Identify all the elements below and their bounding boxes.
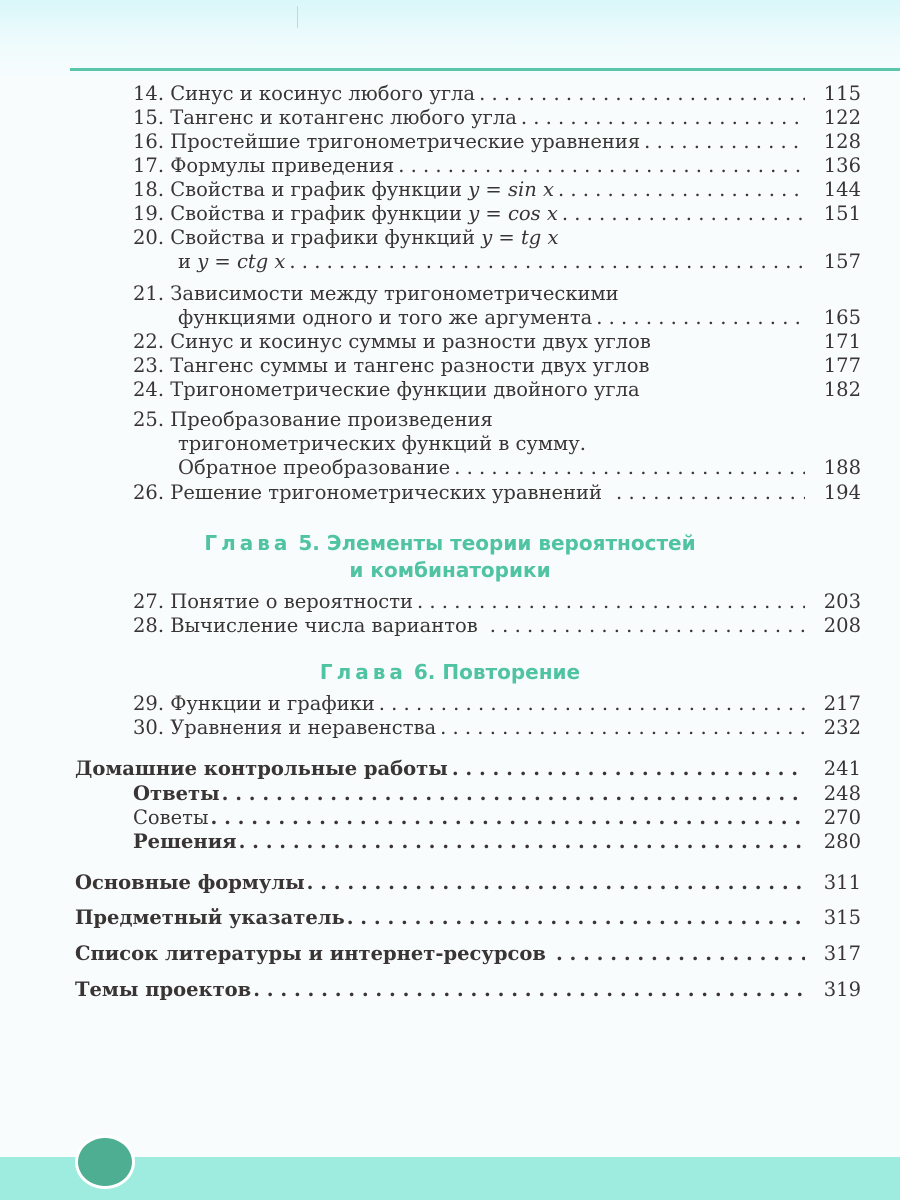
leader-dots: [490, 614, 805, 638]
section-title: Домашние контрольные работы: [75, 757, 448, 780]
section-title: Тангенс суммы и тангенс разности двух углов: [170, 354, 650, 377]
page-number: 177: [823, 354, 861, 377]
page-number: 188: [823, 456, 861, 479]
leader-dots: [253, 978, 805, 1002]
page-number: 122: [823, 106, 861, 129]
leader-dots: [558, 178, 805, 202]
chapter-5-heading-line2: [0, 557, 900, 583]
section-title: Синус и косинус любого угла: [170, 82, 476, 105]
section-title-cont: Обратное преобразование: [178, 456, 451, 479]
leader-dots: [379, 692, 805, 716]
formula: y = tg x: [481, 226, 559, 249]
page-number-dot: [75, 1135, 135, 1189]
toc-entry-answers[interactable]: [133, 782, 861, 806]
page-number: 208: [823, 614, 861, 637]
toc-entry-27[interactable]: [133, 590, 861, 614]
leader-dots: [289, 250, 805, 274]
toc-entry-22[interactable]: [133, 330, 861, 354]
toc-entry-21[interactable]: [133, 282, 861, 306]
page-number: 241: [823, 757, 861, 780]
section-title: Тригонометрические функции двойного угла: [170, 378, 640, 401]
page-number: 115: [823, 82, 861, 105]
section-title: Свойства и график функции: [170, 178, 462, 201]
page-number: 194: [823, 481, 861, 504]
section-title: Темы проектов: [75, 978, 252, 1001]
chapter-6-heading[interactable]: [0, 659, 900, 685]
toc-entry-projects[interactable]: [75, 978, 861, 1002]
section-number: 29.: [133, 692, 165, 715]
section-title: Основные формулы: [75, 871, 305, 894]
section-number: 25.: [133, 408, 165, 431]
page-number: 311: [823, 871, 861, 894]
chapter-title: Повторение: [442, 660, 581, 684]
toc-entry-home-tests[interactable]: [75, 757, 861, 781]
leader-dots: [562, 202, 805, 226]
section-title: Понятие о вероятности: [170, 590, 413, 613]
page-number: 151: [823, 202, 861, 225]
section-title: Предметный указатель: [75, 906, 345, 929]
chapter-number: 6.: [413, 660, 436, 684]
toc-entry-20-cont[interactable]: [178, 250, 861, 274]
toc-entry-literature[interactable]: [75, 942, 861, 966]
section-number: 28.: [133, 614, 165, 637]
section-title: Решение тригонометрических уравнений: [170, 481, 603, 504]
section-number: 14.: [133, 82, 165, 105]
formula: y = ctg x: [197, 250, 286, 273]
page-number: 315: [823, 906, 861, 929]
toc-entry-18[interactable]: [133, 178, 861, 202]
page-number: 280: [823, 830, 861, 853]
section-number: 19.: [133, 202, 165, 225]
toc-entry-17[interactable]: [133, 154, 861, 178]
section-title: Зависимости между тригонометрическими: [170, 282, 619, 305]
toc-entry-solutions[interactable]: [133, 830, 861, 854]
toc-entry-28[interactable]: [133, 614, 861, 638]
section-number: 30.: [133, 716, 165, 739]
chapter-title-cont: и комбинаторики: [349, 558, 551, 582]
page-number: 270: [823, 806, 861, 829]
chapter-number: 5.: [298, 531, 320, 555]
toc-entry-formulas[interactable]: [75, 871, 861, 895]
page-number: 128: [823, 130, 861, 153]
section-title-cont: функциями одного и того же аргумента: [178, 306, 593, 329]
section-number: 24.: [133, 378, 165, 401]
page-number: 232: [823, 716, 861, 739]
footer-band: [0, 1157, 900, 1200]
section-title-cont: и: [178, 250, 191, 273]
top-rule: [70, 68, 900, 71]
toc-entry-hints[interactable]: [133, 806, 861, 830]
section-title: Решения: [133, 830, 237, 853]
toc-entry-29[interactable]: [133, 692, 861, 716]
toc-entry-25[interactable]: [133, 408, 861, 432]
section-title: Ответы: [133, 782, 220, 805]
leader-dots: [211, 806, 806, 830]
leader-dots: [398, 154, 805, 178]
section-number: 16.: [133, 130, 165, 153]
page-number: 248: [823, 782, 861, 805]
section-title: Свойства и график функции: [170, 202, 462, 225]
section-title: Советы: [133, 806, 209, 829]
section-number: 18.: [133, 178, 165, 201]
section-number: 26.: [133, 481, 165, 504]
page-number: 319: [823, 978, 861, 1001]
section-number: 22.: [133, 330, 165, 353]
section-number: 20.: [133, 226, 165, 249]
section-title: Вычисление числа вариантов: [170, 614, 478, 637]
toc-entry-26[interactable]: [133, 481, 861, 505]
page-number: 203: [823, 590, 861, 613]
leader-dots: [556, 942, 805, 966]
section-title: Функции и графики: [170, 692, 375, 715]
leader-dots: [452, 757, 805, 781]
toc-entry-25-cont2[interactable]: [178, 456, 861, 480]
toc-entry-16[interactable]: [133, 130, 861, 154]
section-number: 15.: [133, 106, 165, 129]
section-number: 21.: [133, 282, 165, 305]
page-number: 144: [823, 178, 861, 201]
section-title: Формулы приведения: [170, 154, 395, 177]
section-title-cont: тригонометрических функций в сумму.: [178, 432, 586, 455]
toc-entry-25-cont[interactable]: [178, 432, 861, 456]
leader-dots: [417, 590, 805, 614]
section-title: Уравнения и неравенства: [170, 716, 437, 739]
section-number: 27.: [133, 590, 165, 613]
toc-entry-14[interactable]: [133, 82, 861, 106]
chapter-prefix: Глава: [204, 531, 292, 555]
formula: y = sin x: [468, 178, 554, 201]
page-number: 182: [823, 378, 861, 401]
section-title: Синус и косинус суммы и разности двух углов: [170, 330, 651, 353]
page-number: 171: [823, 330, 861, 353]
section-title: Тангенс и котангенс любого угла: [170, 106, 517, 129]
leader-dots: [521, 106, 805, 130]
leader-dots: [616, 481, 805, 505]
page-number: 136: [823, 154, 861, 177]
chapter-prefix: Глава: [319, 660, 407, 684]
leader-dots: [440, 716, 805, 740]
leader-dots: [222, 782, 805, 806]
toc-entry-30[interactable]: [133, 716, 861, 740]
page-number: 317: [823, 942, 861, 965]
toc-entry-19[interactable]: [133, 202, 861, 226]
leader-dots: [347, 906, 805, 930]
leader-dots: [596, 306, 805, 330]
toc-entry-20[interactable]: [133, 226, 861, 250]
section-number: 17.: [133, 154, 165, 177]
toc-entry-21-cont[interactable]: [178, 306, 861, 330]
leader-dots: [644, 130, 805, 154]
section-title: Свойства и графики функций: [170, 226, 475, 249]
page-number: 165: [823, 306, 861, 329]
toc-entry-23[interactable]: [133, 354, 861, 378]
chapter-title: Элементы теории вероятностей: [326, 531, 696, 555]
leader-dots: [307, 871, 805, 895]
section-title: Простейшие тригонометрические уравнения: [170, 130, 641, 153]
formula: y = cos x: [468, 202, 558, 225]
section-title: Преобразование произведения: [170, 408, 493, 431]
page-number: 217: [823, 692, 861, 715]
toc-entry-15[interactable]: [133, 106, 861, 130]
leader-dots: [239, 830, 805, 854]
section-number: 23.: [133, 354, 165, 377]
section-title: Список литературы и интернет-ресурсов: [75, 942, 546, 965]
leader-dots: [479, 82, 805, 106]
chapter-5-heading[interactable]: [0, 530, 900, 556]
page-number: 157: [823, 250, 861, 273]
toc-entry-24[interactable]: [133, 378, 861, 402]
page-crease: [297, 6, 298, 28]
leader-dots: [454, 456, 805, 480]
toc-entry-index[interactable]: [75, 906, 861, 930]
